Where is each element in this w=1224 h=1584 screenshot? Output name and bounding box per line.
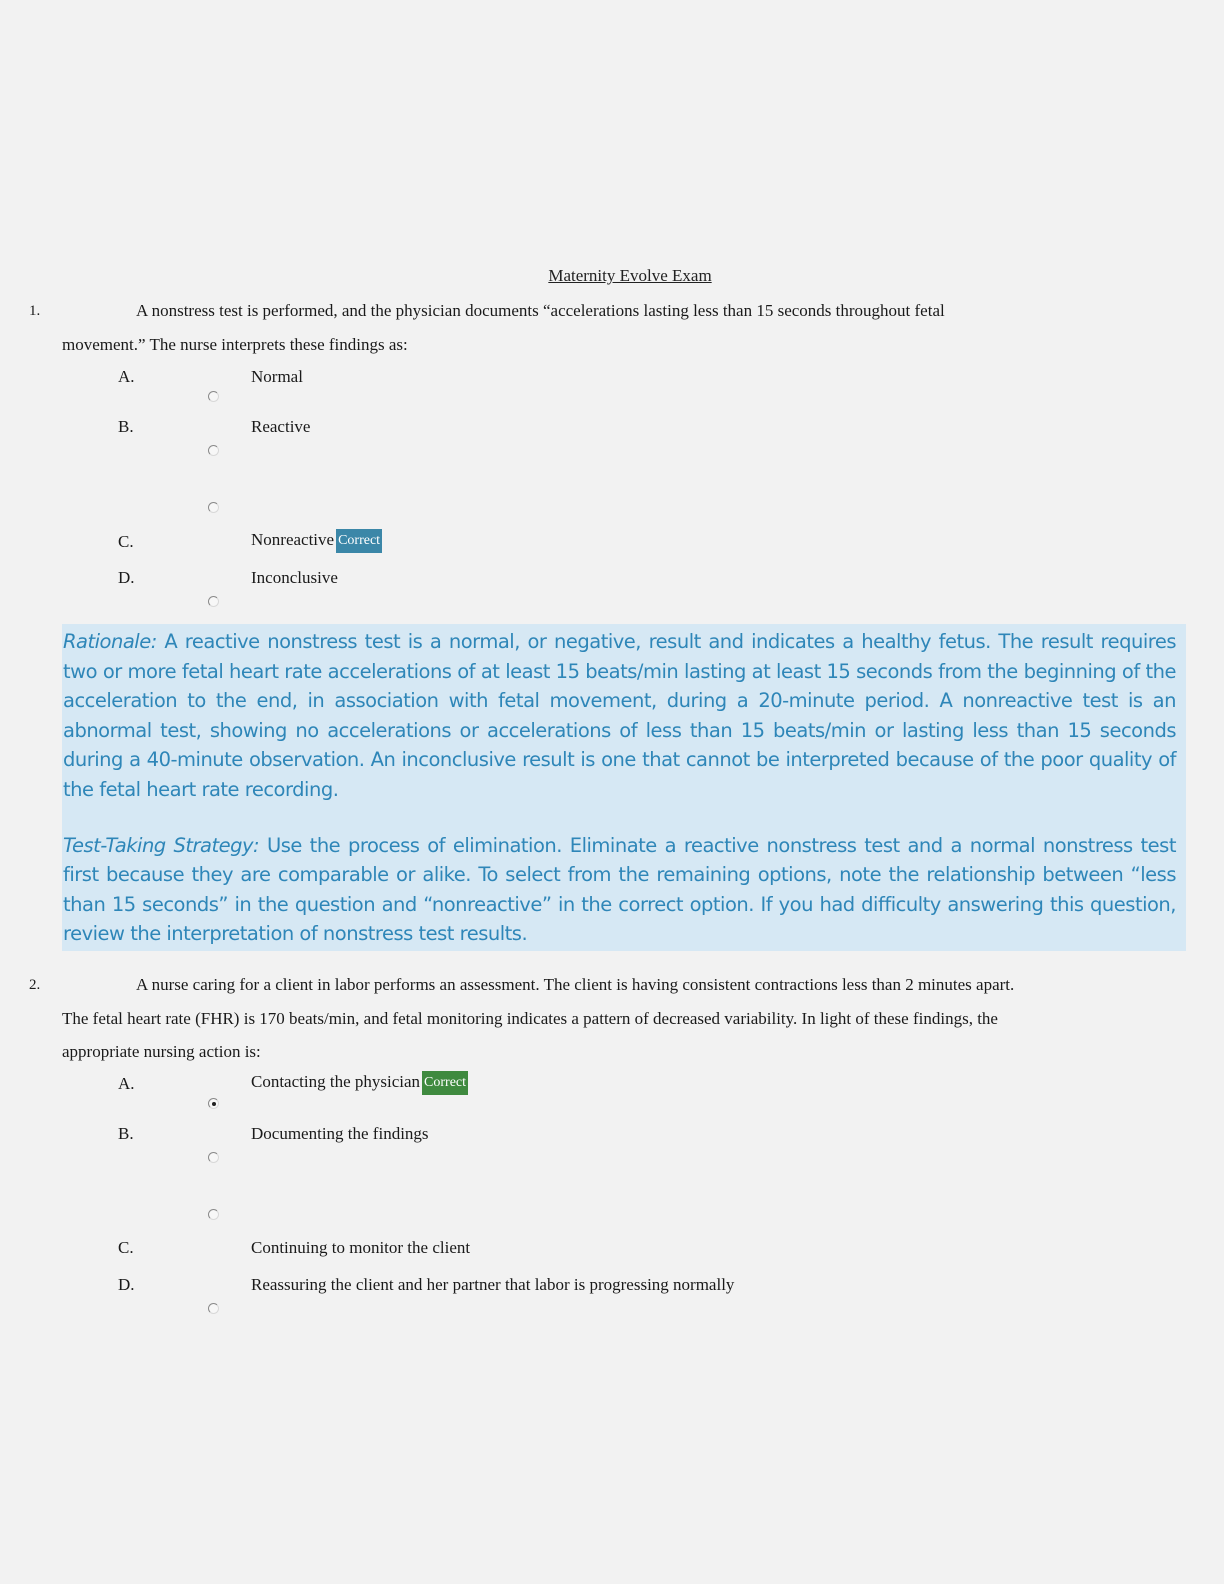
strategy-label: Test-Taking Strategy:: [63, 833, 260, 857]
option-text: Normal: [251, 367, 303, 386]
exam-title: Maternity Evolve Exam: [548, 266, 712, 285]
option-letter: B.: [118, 1124, 134, 1143]
rationale-text: A reactive nonstress test is a normal, or negative, result and indicates a healthy fetus. The result requires two or more fetal heart rate accelerations of at least 15 beats/min lasting at least 15 seconds from the beginning of the acceleration to the end, in association with fetal movement, during a 20-minute period. A nonreactive test is an abnormal test, showing no accelerations or accelerations of less than 15 beats/min or lasting less than 15 seconds during a 40-minute observation. An inconclusive result is one that cannot be interpreted because of the poor quality of the fetal heart rate recording.: [63, 630, 1176, 801]
option-text: Reassuring the client and her partner that labor is progressing normally: [251, 1275, 735, 1294]
rationale-box: [62, 624, 1186, 951]
option-text: Nonreactive: [251, 529, 335, 549]
option-text: Contacting the physician: [251, 1071, 421, 1091]
option-text: Documenting the findings: [251, 1124, 429, 1143]
option-letter: C.: [118, 532, 134, 551]
correct-badge: Correct: [422, 1071, 468, 1095]
option-c-radio[interactable]: [208, 1209, 219, 1220]
option-text-correct: [251, 1071, 468, 1095]
option-letter: D.: [118, 568, 135, 587]
option-text: Inconclusive: [251, 568, 338, 587]
option-c-radio[interactable]: [208, 502, 219, 513]
option-letter: D.: [118, 1275, 135, 1294]
option-a-radio[interactable]: [208, 391, 219, 402]
option-text-correct: [251, 529, 382, 553]
option-b-radio[interactable]: [208, 445, 219, 456]
option-b-radio[interactable]: [208, 1152, 219, 1163]
question-stem-line: A nonstress test is performed, and the physician documents “accelerations lasting less than 15 seconds throughout fetal: [136, 301, 945, 320]
question-number: 2.: [29, 977, 41, 993]
option-letter: B.: [118, 417, 134, 436]
strategy-text: Use the process of elimination. Eliminate a reactive nonstress test and a normal nonstress test first because they are comparable or alike. To select from the remaining options, note the relationship between “less than 15 seconds” in the question and “nonreactive” in the correct option. If you had difficulty answering this question, review the interpretation of nonstress test results.: [63, 833, 1176, 946]
question-stem-line: movement.” The nurse interprets these findings as:: [62, 335, 408, 354]
strategy-paragraph: [63, 831, 1176, 949]
option-letter: C.: [118, 1238, 134, 1257]
option-letter: A.: [118, 1074, 135, 1093]
question-number: 1.: [29, 303, 41, 319]
question-stem-line: appropriate nursing action is:: [62, 1042, 261, 1061]
rationale-label: Rationale:: [63, 630, 157, 653]
option-text: Continuing to monitor the client: [251, 1238, 471, 1257]
question-stem-line: The fetal heart rate (FHR) is 170 beats/min, and fetal monitoring indicates a pattern of decreased variability. In light of these findings, the: [62, 1009, 998, 1028]
rationale-paragraph: [63, 627, 1176, 805]
option-letter: A.: [118, 367, 135, 386]
correct-badge: Correct: [336, 529, 382, 553]
option-a-radio-selected[interactable]: [208, 1098, 219, 1109]
option-d-radio[interactable]: [208, 1303, 219, 1314]
option-d-radio[interactable]: [208, 596, 219, 607]
option-text: Reactive: [251, 417, 311, 436]
question-stem-line: A nurse caring for a client in labor performs an assessment. The client is having consistent contractions less than 2 minutes apart.: [136, 975, 1015, 994]
